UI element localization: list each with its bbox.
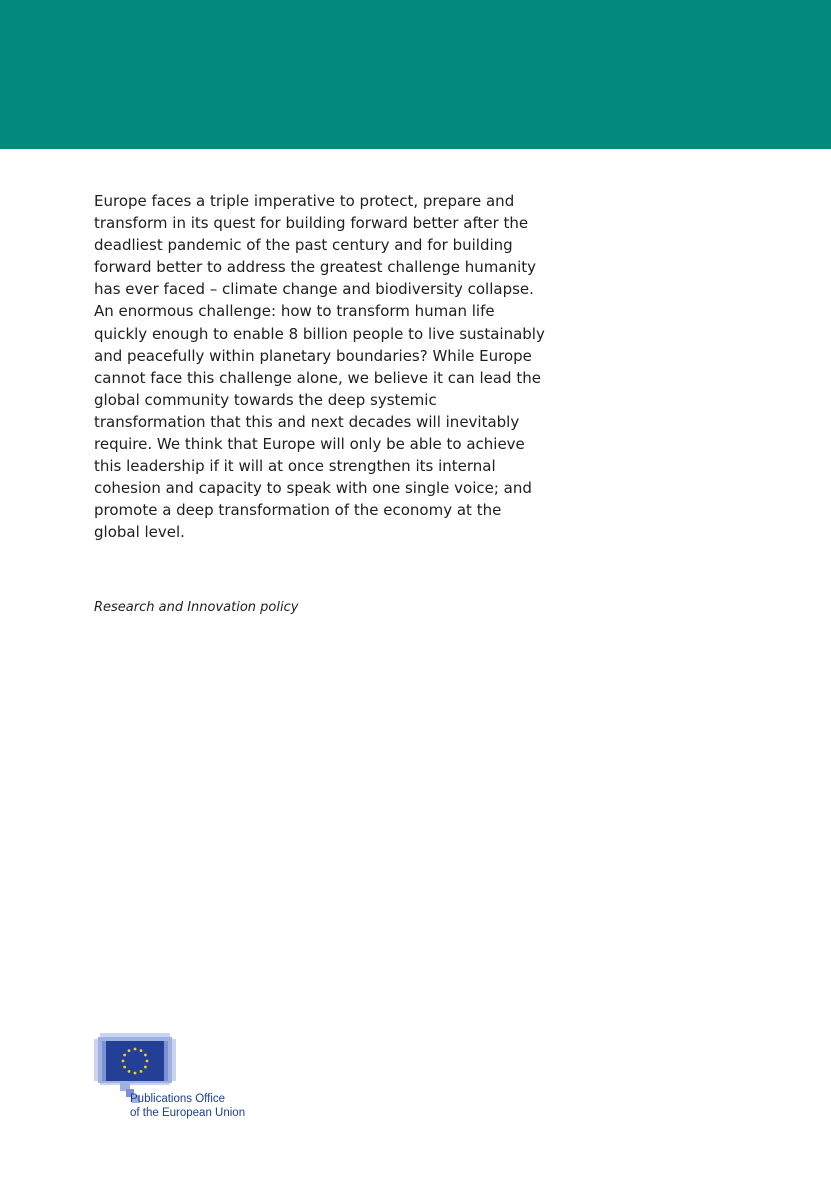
- publisher-name-line2: of the European Union: [130, 1107, 246, 1119]
- abstract-line: promote a deep transformation of the economy at the: [94, 501, 502, 520]
- abstract-line: cannot face this challenge alone, we believe it can lead the: [94, 368, 541, 387]
- abstract-line: and peacefully within planetary boundaries? While Europe: [94, 346, 532, 365]
- eu-star-icon: [144, 1066, 147, 1069]
- abstract-text: [94, 190, 594, 544]
- eu-star-icon: [144, 1054, 147, 1057]
- eu-star-icon: [128, 1070, 131, 1073]
- abstract-line: has ever faced – climate change and biodiversity collapse.: [94, 280, 534, 299]
- abstract-line: transformation that this and next decades will inevitably: [94, 412, 520, 431]
- abstract-line: require. We think that Europe will only be able to achieve: [94, 435, 525, 454]
- eu-star-icon: [123, 1054, 126, 1057]
- eu-star-icon: [134, 1048, 137, 1051]
- eu-star-icon: [123, 1066, 126, 1069]
- abstract-line: global community towards the deep systemic: [94, 390, 437, 409]
- abstract-line: quickly enough to enable 8 billion people to live sustainably: [94, 324, 545, 343]
- eu-star-icon: [140, 1049, 143, 1052]
- cover-header-band: [0, 0, 831, 149]
- eu-star-icon: [146, 1060, 149, 1063]
- abstract-line: deadliest pandemic of the past century and for building: [94, 236, 513, 255]
- abstract-line: cohesion and capacity to speak with one single voice; and: [94, 479, 532, 498]
- publisher-name-line1: Publications Office: [130, 1093, 226, 1105]
- abstract-line: forward better to address the greatest challenge humanity: [94, 258, 537, 277]
- abstract-line: global level.: [94, 523, 185, 542]
- subject-label: Research and Innovation policy: [94, 600, 299, 615]
- eu-star-icon: [140, 1070, 143, 1073]
- eu-star-icon: [128, 1049, 131, 1052]
- abstract-line: Europe faces a triple imperative to protect, prepare and: [94, 192, 515, 210]
- abstract-line: this leadership if it will at once strengthen its internal: [94, 457, 496, 476]
- abstract-line: An enormous challenge: how to transform human life: [94, 302, 495, 321]
- eu-star-icon: [134, 1072, 137, 1075]
- eu-star-icon: [122, 1060, 125, 1063]
- abstract-line: transform in its quest for building forward better after the: [94, 214, 529, 233]
- publications-office-logo: [94, 1033, 264, 1125]
